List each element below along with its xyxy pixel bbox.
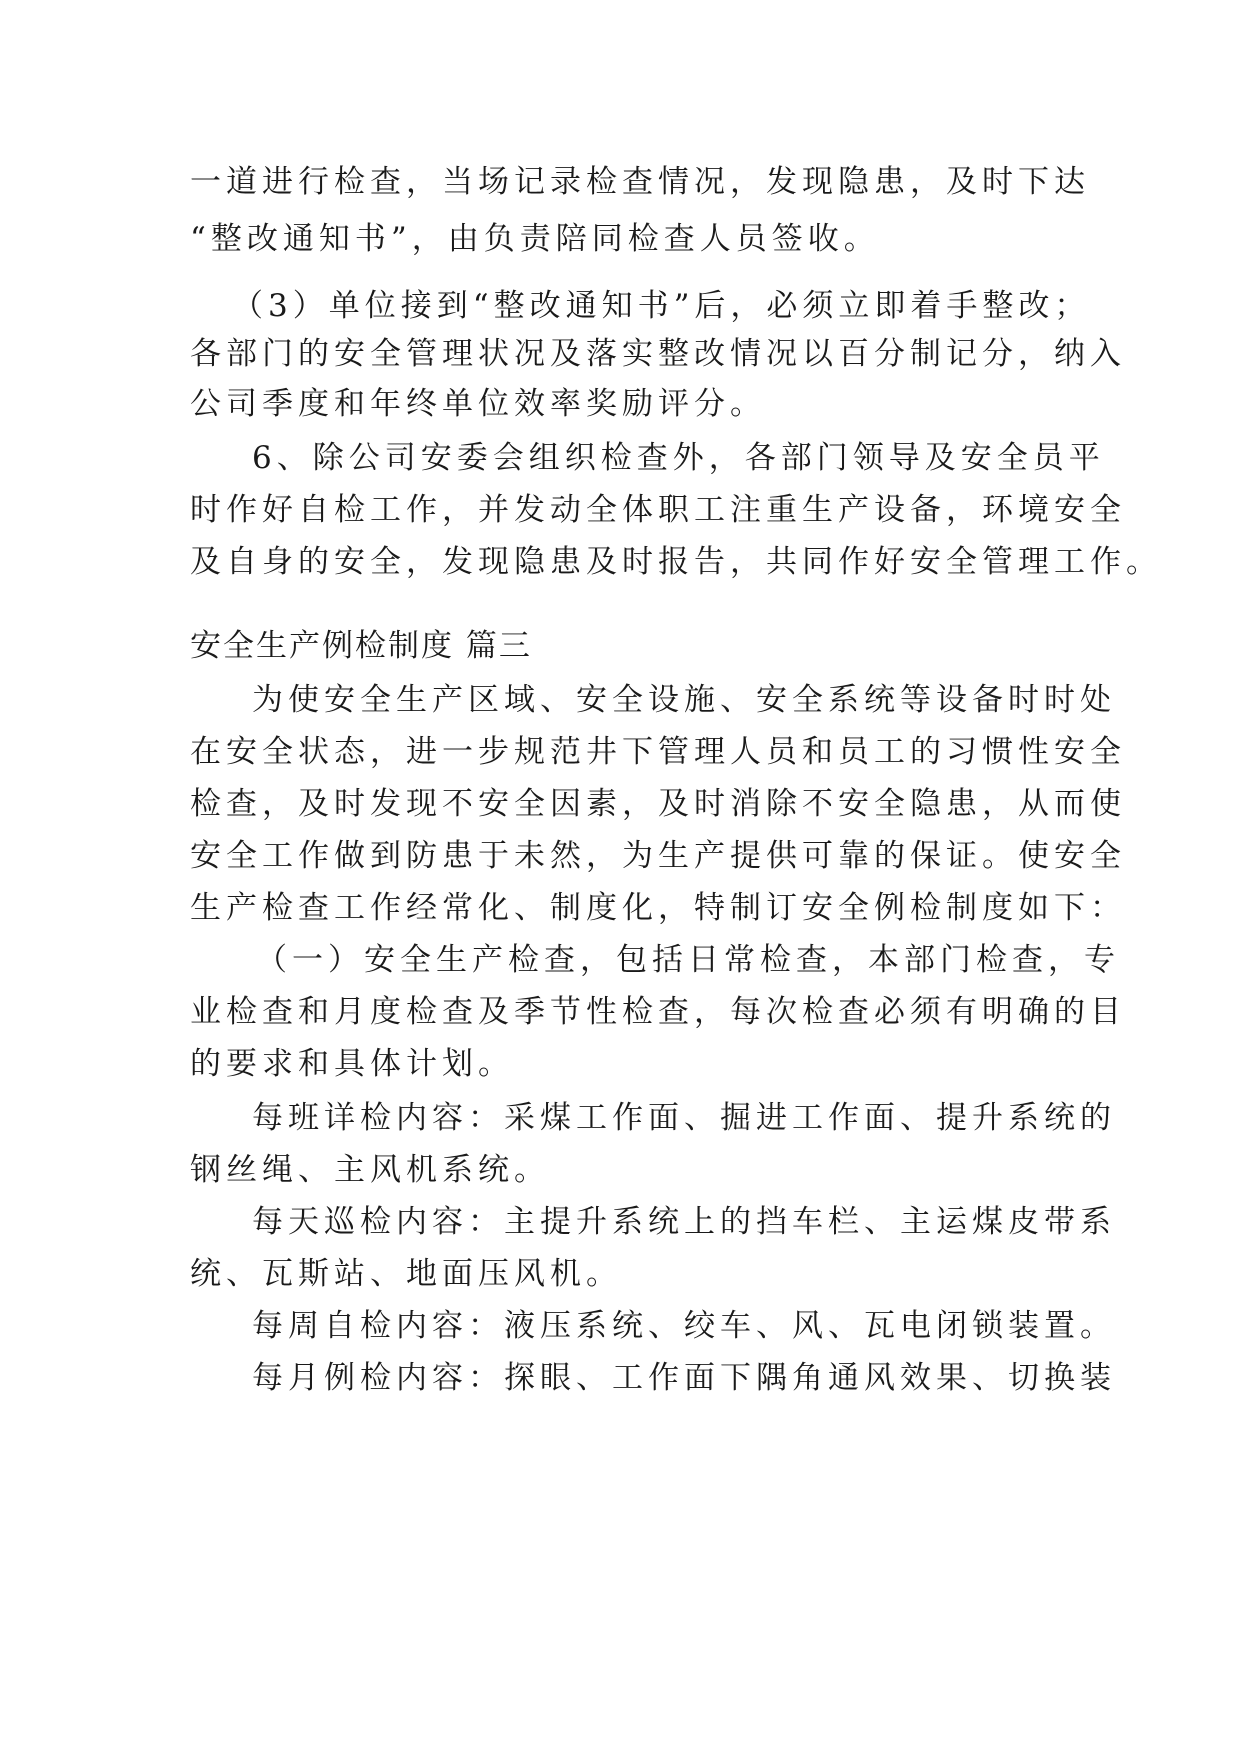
text-line: 及自身的安全，发现隐患及时报告，共同作好安全管理工作。 [190, 544, 1162, 580]
text-line: 在安全状态，进一步规范井下管理人员和员工的习惯性安全 [190, 734, 1126, 770]
text-line: 统、瓦斯站、地面压风机。 [190, 1256, 622, 1292]
text-line: 公司季度和年终单位效率奖励评分。 [190, 386, 766, 422]
section-heading: 安全生产例检制度 篇三 [190, 628, 532, 664]
text-line: 时作好自检工作，并发动全体职工注重生产设备，环境安全 [190, 492, 1126, 528]
text-line: 的要求和具体计划。 [190, 1046, 514, 1082]
text-line: 一道进行检查，当场记录检查情况，发现隐患，及时下达 [190, 164, 1090, 200]
text-line: 各部门的安全管理状况及落实整改情况以百分制记分，纳入 [190, 336, 1126, 372]
text-line: （一）安全生产检查，包括日常检查，本部门检查，专 [256, 942, 1120, 978]
text-line: 每周自检内容：液压系统、绞车、风、瓦电闭锁装置。 [252, 1308, 1116, 1344]
text-line: 为使安全生产区域、安全设施、安全系统等设备时时处 [252, 682, 1116, 718]
text-line: 每天巡检内容：主提升系统上的挡车栏、主运煤皮带系 [252, 1204, 1116, 1240]
text-line: 钢丝绳、主风机系统。 [190, 1152, 550, 1188]
text-line: （3）单位接到“整改通知书”后，必须立即着手整改； [232, 288, 1091, 324]
text-line: 生产检查工作经常化、制度化，特制订安全例检制度如下： [190, 890, 1126, 926]
text-line: 6、除公司安委会组织检查外，各部门领导及安全员平 [252, 440, 1105, 476]
text-line: 每月例检内容：探眼、工作面下隅角通风效果、切换装 [252, 1360, 1116, 1396]
text-line: 业检查和月度检查及季节性检查，每次检查必须有明确的目 [190, 994, 1126, 1030]
text-line: 检查，及时发现不安全因素，及时消除不安全隐患，从而使 [190, 786, 1126, 822]
text-line: 每班详检内容：采煤工作面、掘进工作面、提升系统的 [252, 1100, 1116, 1136]
text-line: “整改通知书”，由负责陪同检查人员签收。 [190, 221, 880, 257]
text-line: 安全工作做到防患于未然，为生产提供可靠的保证。使安全 [190, 838, 1126, 874]
